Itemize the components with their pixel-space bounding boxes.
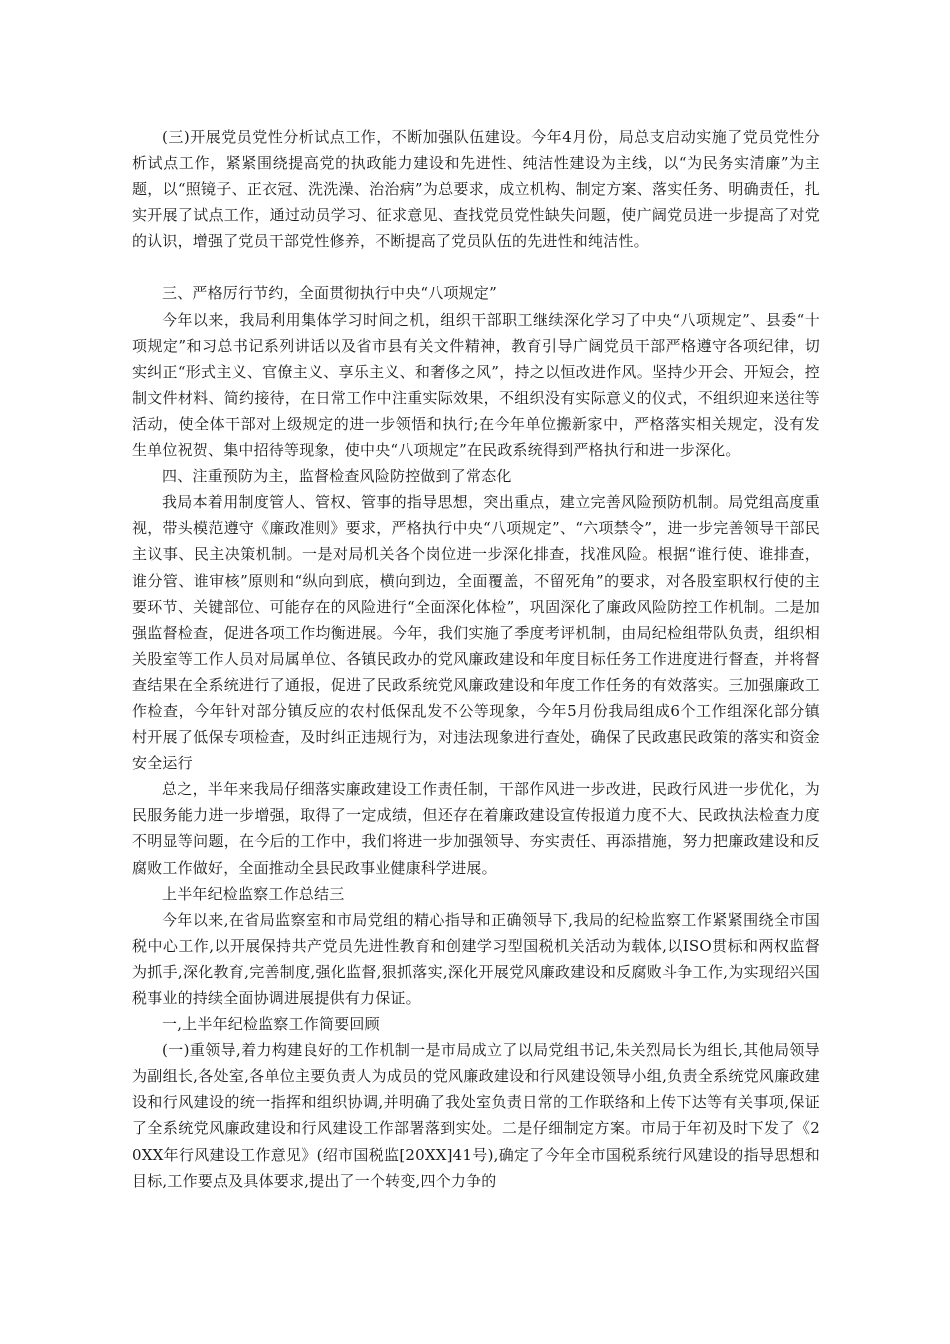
paragraph-intro-tax: 今年以来,在省局监察室和市局党组的精心指导和正确领导下,我局的纪检监察工作紧紧围绕全市国税中心工作,以开展保持共产党员先进性教育和创建学习型国税机关活动为载体,以ISO贯标和两权监督为抓手,深化教育,完善制度,强化监督,狠抓落实,深化开展党风廉政建设和反腐败斗争工作,为实现绍兴国税事业的持续全面协调进展提供有力保证。 (132, 910, 820, 1007)
section-heading-eight-rules: 三、严格厉行节约，全面贯彻执行中央“八项规定” (162, 284, 497, 303)
section-heading-review: 一,上半年纪检监察工作简要回顾 (162, 1015, 380, 1034)
paragraph-party-analysis: (三)开展党员党性分析试点工作，不断加强队伍建设。今年4月份，局总支启动实施了党员党性分析试点工作，紧紧围绕提高党的执政能力建设和先进性、纯洁性建设为主线，以“为民务实清廉”为主题，以“照镜子、正衣冠、洗洗澡、治治病”为总要求，成立机构、制定方案、落实任务、明确责任，扎实开展了试点工作，通过动员学习、征求意见、查找党员党性缺失问题，使广阔党员进一步提高了对党的认识，增强了党员干部党性修养，不断提高了党员队伍的先进性和纯洁性。 (132, 128, 820, 251)
paragraph-gap (132, 254, 820, 280)
document-title-three: 上半年纪检监察工作总结三 (162, 884, 345, 903)
section-heading-prevention: 四、注重预防为主，监督检查风险防控做到了常态化 (162, 467, 512, 486)
paragraph-eight-rules: 今年以来，我局利用集体学习时间之机，组织干部职工继续深化学习了中央“八项规定”、县委“十项规定”和习总书记系列讲话以及省市县有关文件精神，教育引导广阔党员干部严格遵守各项纪律，切实纠正“形式主义、官僚主义、享乐主义、和奢侈之风”，持之以恒改进作风。坚持少开会、开短会，控制文件材料、简约接待，在日常工作中注重实际效果，不组织没有实际意义的仪式，不组织迎来送往等活动，使全体干部对上级规定的进一步领悟和执行;在今年单位搬新家中，严格落实相关规定，没有发生单位祝贺、集中招待等现象，使中央“八项规定”在民政系统得到严格执行和进一步深化。 (132, 310, 820, 460)
document-body (132, 124, 820, 1194)
paragraph-prevention: 我局本着用制度管人、管权、管事的指导思想，突出重点，建立完善风险预防机制。局党组高度重视，带头模范遵守《廉政准则》要求，严格执行中央“八项规定”、“六项禁令”，进一步完善领导干部民主议事、民主决策机制。一是对局机关各个岗位进一步深化排查，找准风险。根据“谁行使、谁排查，谁分管、谁审核”原则和“纵向到底，横向到边，全面覆盖，不留死角”的要求，对各股室职权行使的主要环节、关键部位、可能存在的风险进行“全面深化体检”，巩固深化了廉政风险防控工作机制。二是加强监督检查，促进各项工作均衡进展。今年，我们实施了季度考评机制，由局纪检组带队负责，组织相关股室等工作人员对局属单位、各镇民政办的党风廉政建设和年度目标任务工作进度进行督查，并将督查结果在全系统进行了通报，促进了民政系统党风廉政建设和年度工作任务的有效落实。三加强廉政工作检查，今年针对部分镇反应的农村低保乱发不公等现象，今年5月份我局组成6个工作组深化部分镇村开展了低保专项检查，及时纠正违规行为，对违法现象进行查处，确保了民政惠民政策的落实和资金安全运行 (132, 493, 820, 773)
paragraph-leadership: (一)重领导,着力构建良好的工作机制一是市局成立了以局党组书记,朱关烈局长为组长,其他局领导为副组长,各处室,各单位主要负责人为成员的党风廉政建设和行风建设领导小组,负责全系统党风廉政建设和行风建设的统一指挥和组织协调,并明确了我处室负责日常的工作联络和上传下达等有关事项,保证了全系统党风廉政建设和行风建设工作部署落到实处。二是仔细制定方案。市局于年初及时下发了《20XX年行风建设工作意见》(绍市国税监[20XX]41号),确定了今年全市国税系统行风建设的指导思想和目标,工作要点及具体要求,提出了一个转变,四个力争的 (132, 1041, 820, 1190)
paragraph-summary: 总之，半年来我局仔细落实廉政建设工作责任制，干部作风进一步改进，民政行风进一步优化，为民服务能力进一步增强，取得了一定成绩，但还存在着廉政建设宣传报道力度不大、民政执法检查力度不明显等问题，在今后的工作中，我们将进一步加强领导、夯实责任、再添措施，努力把廉政建设和反腐败工作做好，全面推动全县民政事业健康科学进展。 (132, 780, 820, 877)
